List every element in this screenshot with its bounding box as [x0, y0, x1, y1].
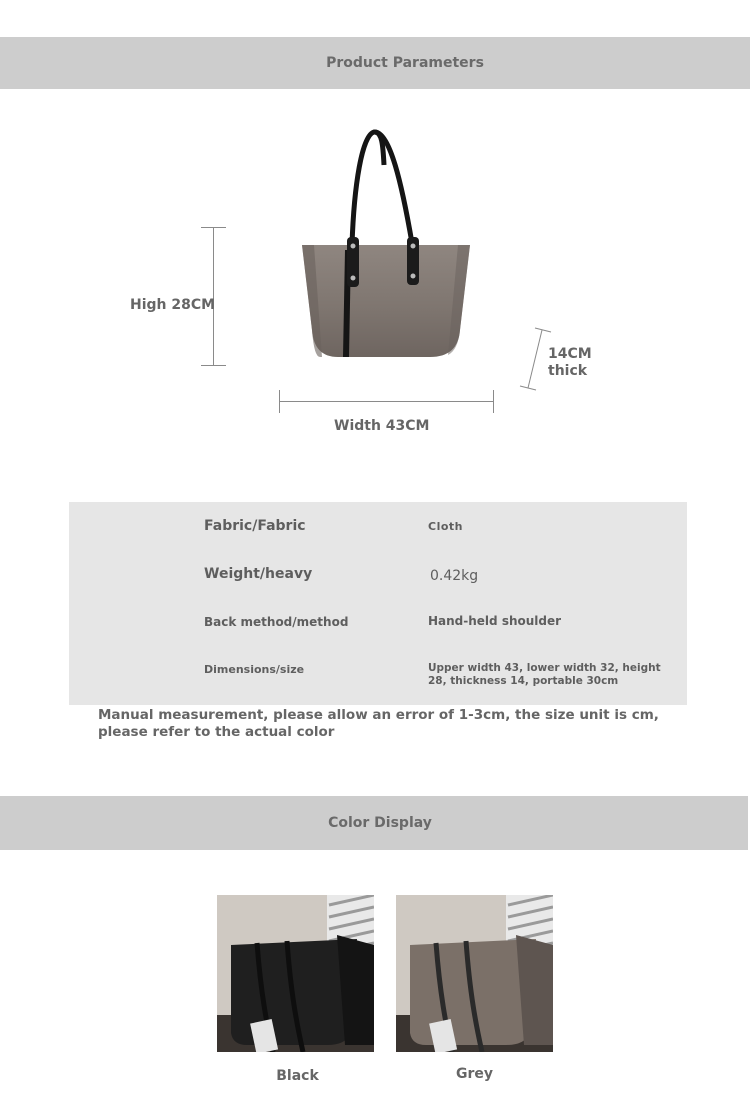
spec-table — [69, 502, 687, 705]
spec-value-weight: 0.42kg — [430, 568, 479, 584]
thickness-value: 14CM — [548, 346, 592, 362]
spec-label-dimensions: Dimensions/size — [204, 663, 305, 676]
color-swatch-black[interactable] — [217, 895, 374, 1052]
color-display-header — [0, 796, 748, 850]
spec-label-back-method: Back method/method — [204, 615, 349, 629]
product-parameters-header — [0, 37, 750, 89]
height-line-top-cap — [201, 227, 226, 228]
color-swatch-grey[interactable] — [396, 895, 553, 1052]
width-line-left-cap — [279, 390, 280, 413]
width-line-right-cap — [493, 390, 494, 413]
measurement-note: Manual measurement, please allow an error of 1-3cm, the size unit is cm, please refer to the actual color — [98, 707, 659, 740]
height-label: High 28CM — [130, 297, 216, 313]
width-label: Width 43CM — [334, 418, 430, 434]
color-display-title: Color Display — [328, 815, 432, 831]
product-parameters-title: Product Parameters — [326, 55, 484, 71]
grey-bag-photo — [396, 895, 553, 1052]
spec-label-fabric: Fabric/Fabric — [204, 518, 306, 534]
spec-value-dimensions: Upper width 43, lower width 32, height 28, thickness 14, portable 30cm — [428, 662, 661, 687]
spec-label-weight: Weight/heavy — [204, 566, 313, 582]
color-label-grey: Grey — [455, 1066, 494, 1082]
thickness-label — [548, 346, 592, 380]
black-bag-photo — [217, 895, 374, 1052]
thickness-unit-label: thick — [548, 363, 588, 379]
spec-value-fabric: Cloth — [428, 520, 463, 533]
height-line-bottom-cap — [201, 365, 226, 366]
spec-value-back-method: Hand-held shoulder — [428, 614, 562, 628]
product-bag-image — [290, 125, 480, 365]
width-line — [279, 401, 494, 402]
color-label-black: Black — [276, 1068, 319, 1084]
